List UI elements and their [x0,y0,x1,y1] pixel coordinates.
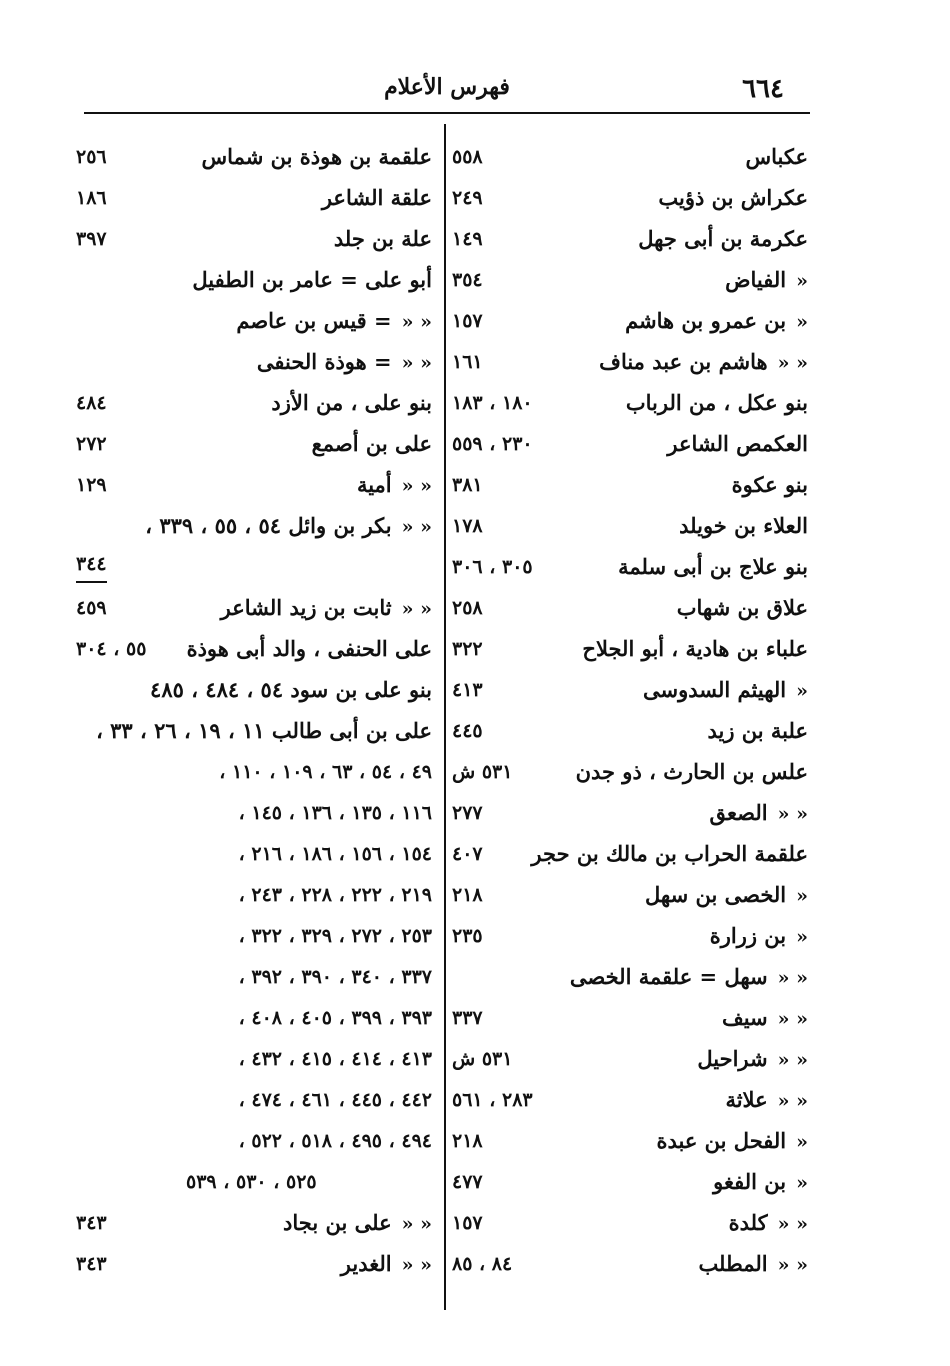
page-references-continued: ١٥٤ ، ١٥٦ ، ١٨٦ ، ٢١٦ ، [238,843,432,865]
entry-pages: ٣٥٤ [452,269,483,291]
entry-name-text: هاشم بن عبد مناف [599,349,768,374]
entry-pages: ٢٨٣ ، ٥٦١ [452,1089,533,1111]
index-entry [76,219,432,259]
entry-name-text: علاق بن شهاب [676,595,808,620]
entry-name-text: = قيس بن عاصم [236,308,392,333]
entry-name [707,711,808,751]
entry-name [145,506,432,547]
index-entry [76,424,432,464]
index-entry [452,1244,808,1284]
entry-pages: ٥٣١ ش [452,761,513,783]
index-entry [76,957,432,997]
entry-pages: ٤٤٥ [452,720,483,742]
index-entry [452,137,808,177]
entry-name-text: المطلب [698,1251,768,1276]
entry-name-text: بنو علاج بن أبى سلمة [618,554,808,579]
ditto-mark: « « [401,311,432,333]
entry-pages: ٤٧٧ [452,1171,483,1193]
entry-pages: ٣٢٢ [452,638,483,660]
index-entry [76,670,432,710]
entry-name-text: على الحنفى ، والد أبى هوذة [186,636,432,661]
index-entry [76,301,432,341]
entry-pages: ٣٤٣ [76,1253,107,1275]
entry-name-text: علس بن الحارث ، ذو جدن [575,759,808,784]
ditto-mark: « « [401,516,432,538]
entry-pages: ٥٥٨ [452,146,483,168]
entry-pages: ٤١٣ [452,679,483,701]
entry-name [150,670,432,710]
index-entry [452,793,808,833]
ditto-mark: « « [777,352,808,374]
entry-name [202,137,432,177]
entry-name [312,424,432,464]
index-entry [452,1121,808,1161]
index-entry [76,137,432,177]
entry-name [187,629,432,669]
entry-pages: ٢٥٦ [76,146,107,168]
entry-name-text: الهيثم السدوسى [643,677,787,702]
entry-name-text: أبو على = عامر بن الطفيل [192,267,432,292]
entry-pages: ٢١٨ [452,1130,483,1152]
entry-name [722,998,808,1039]
entry-name [599,342,808,383]
entry-name [283,1203,432,1244]
entry-name [582,629,808,669]
entry-pages: ٣٤٣ [76,1212,107,1234]
index-entry [452,834,808,874]
entry-name [746,137,809,177]
entry-name [531,834,808,874]
index-entry [452,588,808,628]
index-entry [76,834,432,874]
entry-pages: ٢٤٩ [452,187,483,209]
index-entry [76,711,432,751]
entry-pages: ١٧٨ [452,515,483,537]
entry-name-text: بكر بن وائل ٥٤ ، ٥٥ ، ٣٣٩ ، [145,513,392,538]
ditto-mark: « « [777,1254,808,1276]
entry-name [271,383,432,423]
page-references-continued: ٤١٣ ، ٤١٤ ، ٤١٥ ، ٤٣٢ ، [238,1048,432,1070]
index-entry [76,752,432,792]
index-entry [452,1080,808,1120]
entry-name-text: علبة بن زيد [707,718,808,743]
ditto-mark: « « [777,803,808,825]
index-entry [76,383,432,423]
page-references-continued: ٥٢٥ ، ٥٣٠ ، ٥٣٩ [186,1171,317,1193]
entry-name-text: الغدير [340,1251,392,1276]
entry-pages: ٣٠٥ ، ٣٠٦ [452,556,533,578]
entry-name [725,1080,808,1121]
entry-name-text: سيف [721,1005,768,1030]
entry-pages: ١٨٠ ، ١٨٣ [452,392,533,414]
entry-name [192,260,432,300]
ditto-mark: « [796,885,808,907]
ditto-mark: « [796,311,808,333]
entry-name-text: = هوذة الحنفى [256,349,392,374]
index-entry [452,301,808,341]
index-entry [76,916,432,956]
entry-name-text: على بن أبى طالب ١١ ، ١٩ ، ٢٦ ، ٣٣ ، [96,718,432,743]
index-entry [76,547,432,587]
index-entry [76,1080,432,1120]
ditto-mark: « « [777,1090,808,1112]
ditto-mark: « « [401,352,432,374]
index-entry [452,178,808,218]
entry-pages: ٢٥٨ [452,597,483,619]
entry-name [626,383,808,423]
entry-pages: ٨٤ ، ٨٥ [452,1253,513,1275]
index-entry [76,588,432,628]
index-entry [452,752,808,792]
entry-pages: ٣٨١ [452,474,483,496]
entry-name-text: على بن بجاد [283,1210,392,1235]
index-entry [76,260,432,300]
entry-name-text: علقة الشاعر [321,185,432,210]
index-entry [452,424,808,464]
ditto-mark: « « [777,967,808,989]
index-entry [452,506,808,546]
index-entry [452,957,808,997]
entry-name [576,752,808,792]
entry-name-text: عكراش بن ذؤيب [658,185,808,210]
entry-pages: ١٢٩ [76,474,107,496]
ditto-mark: « [796,926,808,948]
entry-name [677,588,808,628]
entry-name [697,1039,808,1080]
ditto-mark: « « [401,1254,432,1276]
entry-name-text: بنو عكوة [731,472,808,497]
page-references-continued: ٢١٩ ، ٢٢٢ ، ٢٢٨ ، ٢٤٣ ، [238,884,432,906]
page-references-continued: ٣٩٣ ، ٣٩٩ ، ٤٠٥ ، ٤٠٨ ، [238,1007,432,1029]
index-entry [452,998,808,1038]
entry-name-text: عكرمة بن أبى جهل [638,226,808,251]
index-entry [452,711,808,751]
index-entry [452,465,808,505]
index-entry [452,219,808,259]
index-entry [452,260,808,300]
entry-name [729,1203,808,1244]
page-references-continued: ٢٥٣ ، ٢٧٢ ، ٣٢٩ ، ٣٢٢ ، [238,925,432,947]
ditto-mark: « « [401,598,432,620]
ditto-mark: « « [777,1049,808,1071]
entry-pages: ٣٤٤ [76,547,107,583]
entry-pages: ١٦١ [452,351,483,373]
ditto-mark: « « [401,475,432,497]
entry-name-text: علقمة بن هوذة بن شماس [201,144,432,169]
entry-pages: ٥٣١ ش [452,1048,513,1070]
entry-name [658,178,808,218]
entry-name [625,301,808,342]
entry-name-text: علقمة الحراب بن مالك بن حجر [531,841,808,866]
entry-name-text: ثابت بن زيد الشاعر [220,595,392,620]
index-entry [76,1203,432,1243]
entry-pages: ٤٥٩ [76,597,107,619]
entry-name [679,506,808,546]
entry-pages: ١٤٩ [452,228,483,250]
entry-pages: ١٨٦ [76,187,107,209]
index-entry [452,1039,808,1079]
entry-name-text: بن عمرو بن هاشم [625,308,787,333]
entry-pages: ٣٣٧ [452,1007,483,1029]
entry-name [236,301,432,342]
index-entry [452,629,808,669]
entry-name [638,219,808,259]
entry-pages: ٢٧٢ [76,433,107,455]
entry-pages: ٥٥ ، ٣٠٤ [76,638,147,660]
entry-name [656,1121,808,1162]
ditto-mark: « « [777,1213,808,1235]
entry-name [713,1162,808,1203]
header-rule [84,112,810,114]
entry-name-text: بنو على ، من الأزد [271,390,432,415]
entry-name-text: سهل = علقمة الخصى [569,964,768,989]
entry-pages: ٢٣٥ [452,925,483,947]
index-entry [76,1244,432,1284]
entry-name-text: العلاء بن خويلد [679,513,808,538]
entry-name [732,465,808,505]
entry-name [618,547,808,587]
ditto-mark: « [796,270,808,292]
entry-pages: ٣٩٧ [76,228,107,250]
entry-name-text: بنو عكل ، من الرباب [625,390,808,415]
ditto-mark: « [796,1131,808,1153]
entry-name-text: عكباس [745,144,808,169]
entry-name-text: علباء بن هادية ، أبو الجلاح [582,636,808,661]
index-entry [76,875,432,915]
entry-name-text: الفحل بن عبدة [656,1128,787,1153]
entry-name [645,875,808,916]
index-entry [452,670,808,710]
index-entry [452,1162,808,1202]
entry-pages: ٢٣٠ ، ٥٥٩ [452,433,533,455]
entry-name [570,957,808,998]
entry-name [96,711,432,751]
ditto-mark: « « [777,1008,808,1030]
entry-name [221,588,432,629]
index-entry [452,547,808,587]
entry-name [322,178,432,218]
entry-name-text: الصعق [709,800,768,825]
column-divider [444,124,446,1310]
index-entry [76,629,432,669]
entry-name [643,670,808,711]
index-entry [76,178,432,218]
entry-pages: ١٥٧ [452,310,483,332]
entry-pages: ٢٧٧ [452,802,483,824]
entry-name-text: علة بن جلد [333,226,432,251]
index-entry [76,342,432,382]
entry-name [725,260,808,301]
ditto-mark: « [796,680,808,702]
index-entry [452,383,808,423]
index-entry [76,465,432,505]
entry-name-text: الخصى بن سهل [644,882,787,907]
entry-name [341,1244,432,1285]
entry-name-text: علاثة [725,1087,768,1112]
index-entry [76,998,432,1038]
index-entry [452,1203,808,1243]
entry-pages: ٤٠٧ [452,843,483,865]
entry-name-text: على بن أصمع [311,431,432,456]
page-references-continued: ٤٤٢ ، ٤٤٥ ، ٤٦١ ، ٤٧٤ ، [238,1089,432,1111]
index-entry [452,916,808,956]
index-entry [76,1039,432,1079]
entry-name-text: بن زرارة [709,923,787,948]
ditto-mark: « « [401,1213,432,1235]
index-entry [452,342,808,382]
entry-name [667,424,808,464]
entry-name-text: الفياض [725,267,787,292]
index-entry [76,506,432,546]
entry-name [357,465,432,506]
page-references-continued: ١١٦ ، ١٣٥ ، ١٣٦ ، ١٤٥ ، [238,802,432,824]
entry-pages: ٢١٨ [452,884,483,906]
entry-pages: ١٥٧ [452,1212,483,1234]
entry-name [710,793,808,834]
index-entry [76,1162,432,1202]
entry-name-text: بنو على بن سود ٥٤ ، ٤٨٤ ، ٤٨٥ [150,677,432,702]
page-references-continued: ٤٩٤ ، ٤٩٥ ، ٥١٨ ، ٥٢٢ ، [238,1130,432,1152]
index-entry [76,1121,432,1161]
page-references-continued: ٤٩ ، ٥٤ ، ٦٣ ، ١٠٩ ، ١١٠ ، [219,761,432,783]
entry-name-text: أمية [356,472,392,497]
entry-pages: ٤٨٤ [76,392,107,414]
entry-name [698,1244,808,1285]
entry-name [257,342,432,383]
index-entry [452,875,808,915]
entry-name [334,219,432,259]
entry-name [710,916,808,957]
page-title: فهرس الأعلام [384,74,510,100]
entry-name-text: شراحيل [697,1046,768,1071]
page-header [84,66,810,106]
ditto-mark: « [796,1172,808,1194]
entry-name-text: العكمص الشاعر [667,431,808,456]
page-references-continued: ٣٣٧ ، ٣٤٠ ، ٣٩٠ ، ٣٩٢ ، [238,966,432,988]
entry-name-text: بن الفغو [713,1169,787,1194]
entry-name-text: كلدة [728,1210,768,1235]
index-entry [76,793,432,833]
page-number: ٦٦٤ [742,74,784,104]
